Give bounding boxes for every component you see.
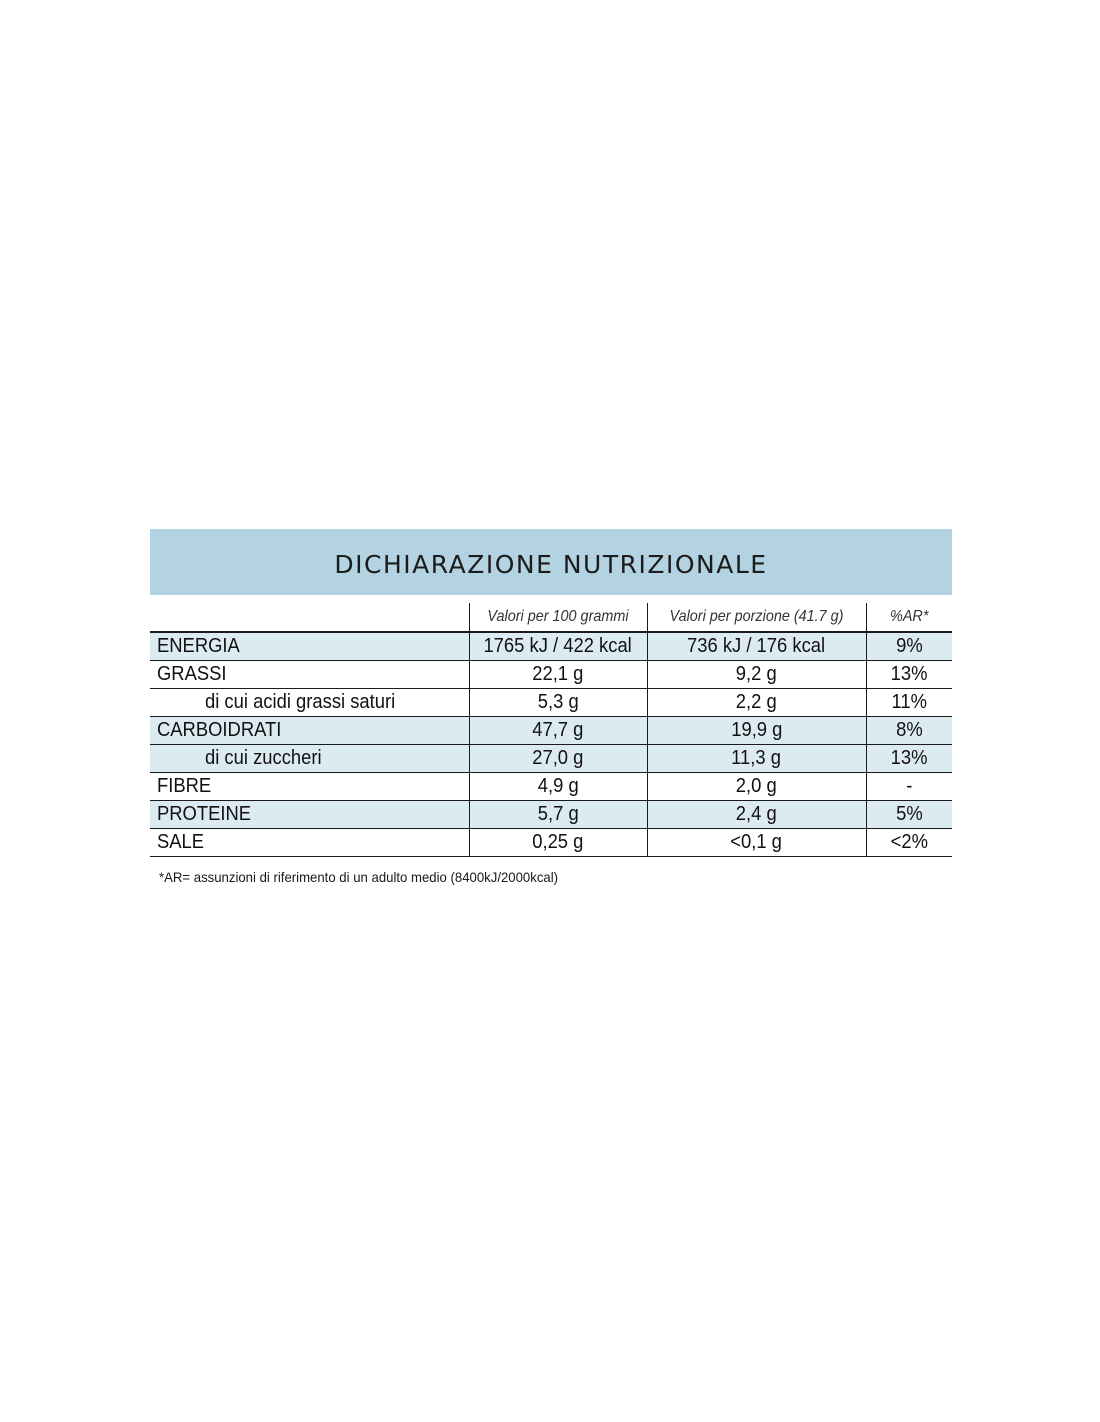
value-per-100g: 1765 kJ / 422 kcal — [469, 632, 647, 661]
value-per-100g: 0,25 g — [469, 829, 647, 857]
value-per-portion: 9,2 g — [647, 661, 866, 689]
nutrition-label — [150, 529, 952, 885]
value-ar-percent: 8% — [866, 717, 952, 745]
table-row-grassi-saturi — [150, 689, 952, 717]
label-title: DICHIARAZIONE NUTRIZIONALE — [334, 549, 768, 579]
value-per-portion: 2,4 g — [647, 801, 866, 829]
nutrition-table — [150, 603, 952, 857]
nutrient-name: PROTEINE — [150, 801, 469, 829]
value-ar-percent: 11% — [866, 689, 952, 717]
value-ar-percent: 13% — [866, 661, 952, 689]
value-per-portion: 19,9 g — [647, 717, 866, 745]
nutrient-name: di cui zuccheri — [150, 745, 469, 773]
nutrient-name: FIBRE — [157, 775, 212, 797]
value-ar-percent: 9% — [866, 632, 952, 661]
value-per-100g: 22,1 g — [469, 661, 647, 689]
value-ar-percent: 13% — [866, 745, 952, 773]
value-per-portion: 736 kJ / 176 kcal — [647, 632, 866, 661]
table-row-proteine — [150, 801, 952, 829]
value-per-100g: 47,7 g — [469, 717, 647, 745]
nutrient-name: ENERGIA — [150, 632, 469, 661]
value-per-portion: 2,0 g — [647, 773, 866, 801]
table-row-energia — [150, 632, 952, 661]
header-per-portion: Valori per porzione (41.7 g) — [658, 603, 855, 632]
value-ar-percent: - — [866, 773, 952, 801]
value-per-portion: 2,2 g — [647, 689, 866, 717]
value-per-100g: 5,3 g — [469, 689, 647, 717]
nutrient-name: di cui acidi grassi saturi — [205, 691, 396, 713]
nutrient-name: GRASSI — [157, 663, 227, 685]
header-ar-percent: %AR* — [870, 603, 947, 632]
nutrient-name: CARBOIDRATI — [150, 717, 469, 745]
table-row-sale — [150, 829, 952, 857]
table-row-fibre — [150, 773, 952, 801]
value-per-100g: 5,7 g — [469, 801, 647, 829]
value-per-100g: 27,0 g — [469, 745, 647, 773]
value-per-portion: 11,3 g — [647, 745, 866, 773]
footnote: *AR= assunzioni di riferimento di un adulto medio (8400kJ/2000kcal) — [159, 869, 559, 885]
value-ar-percent: 5% — [866, 801, 952, 829]
value-ar-percent: <2% — [866, 829, 952, 857]
table-row-carboidrati — [150, 717, 952, 745]
nutrient-name: SALE — [157, 831, 205, 853]
header-per-100g: Valori per 100 grammi — [478, 603, 638, 632]
value-per-portion: <0,1 g — [647, 829, 866, 857]
table-row-grassi — [150, 661, 952, 689]
value-per-100g: 4,9 g — [469, 773, 647, 801]
table-header-row — [150, 603, 952, 632]
table-row-zuccheri — [150, 745, 952, 773]
title-banner — [150, 529, 952, 595]
header-nutrient — [150, 603, 469, 632]
